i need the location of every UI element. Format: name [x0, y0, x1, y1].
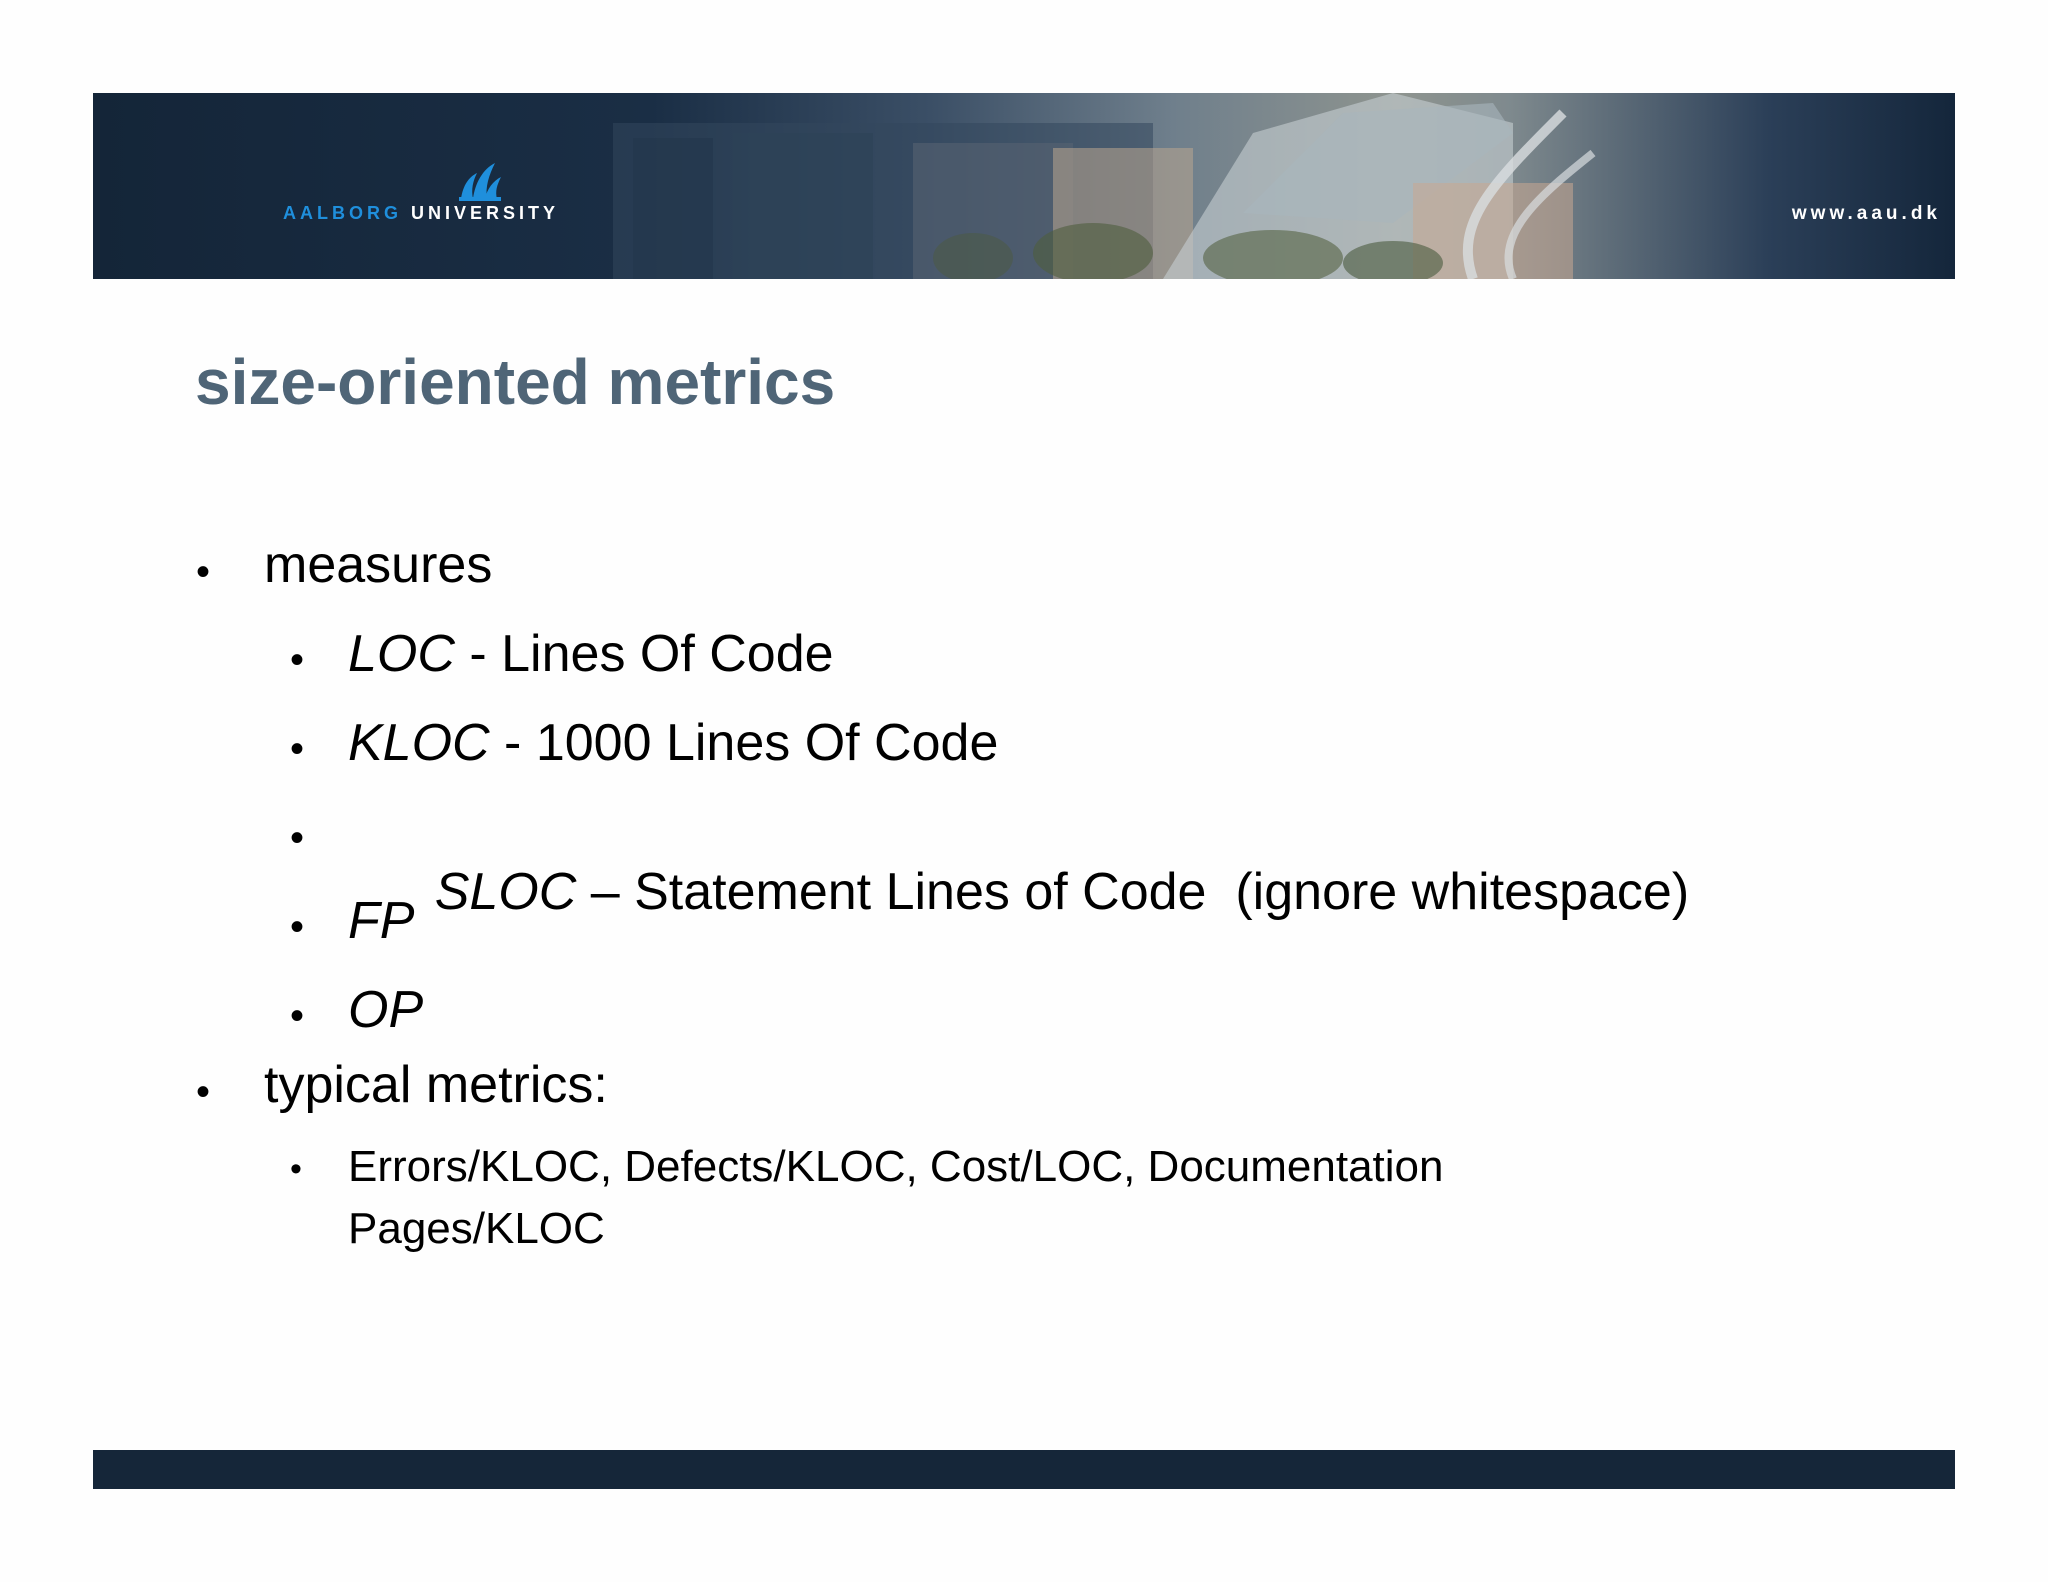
term-loc: LOC — [348, 625, 455, 683]
bullet-marker: • — [290, 727, 305, 771]
bullet-marker: • — [196, 1070, 211, 1114]
brand-aalborg: AALBORG — [283, 203, 402, 223]
desc-kloc: - 1000 Lines Of Code — [489, 714, 999, 772]
bullet-marker: • — [290, 905, 305, 949]
list-item-op — [348, 980, 423, 1040]
website-url: www.aau.dk — [1791, 203, 1941, 224]
bullet-marker: • — [290, 994, 305, 1038]
list-item-sloc — [348, 802, 1689, 982]
desc-sloc: – Statement Lines of Code (ignore whitespace) — [576, 863, 1690, 921]
bullet-marker: • — [290, 638, 305, 682]
list-item-typical-metrics: typical metrics: — [264, 1056, 608, 1114]
list-item-kloc — [348, 713, 998, 773]
term-op: OP — [348, 981, 424, 1039]
desc-loc: - Lines Of Code — [454, 625, 834, 683]
list-item-metric-examples: Errors/KLOC, Defects/KLOC, Cost/LOC, Documentation Pages/KLOC — [348, 1142, 1444, 1253]
bullet-marker: • — [196, 550, 211, 594]
list-item-loc — [348, 624, 834, 684]
term-kloc: KLOC — [348, 714, 490, 772]
brand-university: UNIVERSITY — [411, 203, 560, 223]
slide-title: size-oriented metrics — [195, 346, 836, 418]
footer-bar — [93, 1450, 1955, 1489]
term-sloc: SLOC — [434, 863, 577, 921]
list-item-fp — [348, 891, 414, 951]
term-fp: FP — [348, 892, 415, 950]
list-item-measures: measures — [264, 536, 493, 594]
bullet-marker: • — [290, 1150, 302, 1188]
bullet-marker: • — [290, 816, 305, 860]
